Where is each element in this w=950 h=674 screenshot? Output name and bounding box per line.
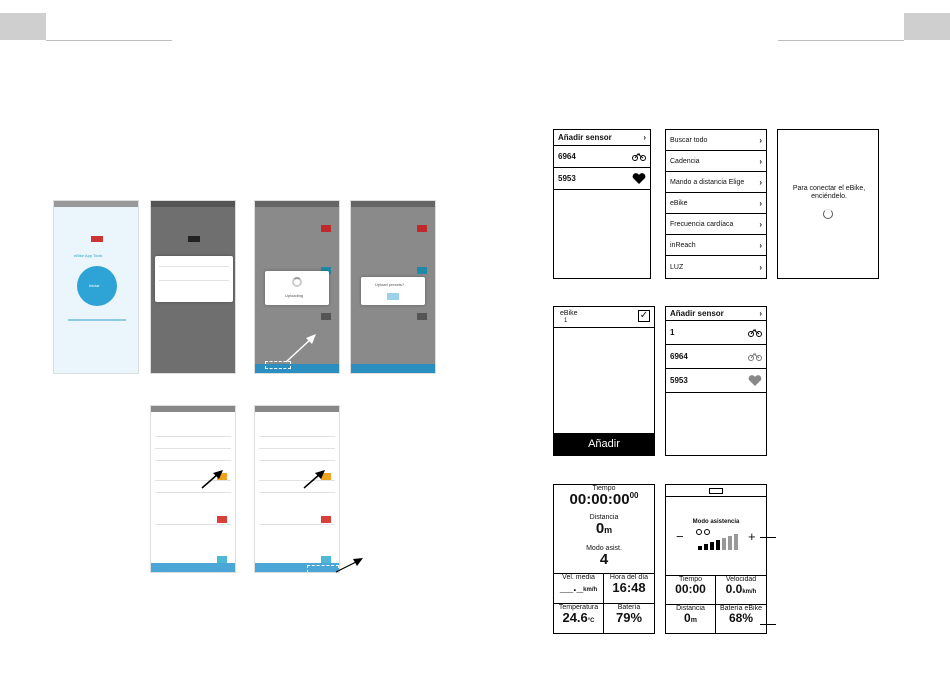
time-field: Tiempo $00:00:00^{00}$ bbox=[569, 485, 639, 508]
arrow-icon bbox=[282, 330, 322, 366]
sensor-type-item[interactable]: LUZ › bbox=[670, 262, 762, 272]
ebike-item-label: eBike bbox=[560, 310, 578, 317]
heart-icon bbox=[632, 173, 646, 185]
device-data-screen-1 bbox=[553, 484, 655, 634]
footer-bar bbox=[151, 563, 235, 572]
temperature-field: Temperatura 24.6°C bbox=[553, 603, 604, 634]
assist-field: Modo asist. 4 bbox=[586, 545, 622, 568]
checkbox-icon[interactable]: ✓ bbox=[639, 310, 649, 321]
sensor-type-item[interactable]: eBike › bbox=[666, 193, 766, 214]
speed-field: Velocidad 0.0km/h bbox=[715, 575, 767, 605]
phone-status-bar bbox=[151, 201, 235, 207]
assist-level-bar bbox=[734, 534, 738, 550]
phone-device-list bbox=[150, 200, 236, 374]
add-sensor-header[interactable]: Añadir sensor › bbox=[666, 307, 766, 321]
ebike-item-sub: 1 bbox=[564, 318, 568, 324]
phone-status-bar bbox=[255, 201, 339, 207]
color-swatch-teal[interactable] bbox=[321, 556, 331, 563]
color-swatch-teal[interactable] bbox=[417, 267, 427, 274]
uploading-label: Uploading bbox=[285, 293, 304, 298]
time-field: Tiempo 00:00 bbox=[665, 575, 716, 605]
app-logo bbox=[188, 236, 200, 242]
app-logo bbox=[91, 236, 103, 242]
phone-upload-presets bbox=[350, 200, 436, 374]
color-swatch-teal[interactable] bbox=[217, 556, 227, 563]
device-dialog bbox=[155, 256, 233, 302]
phone-status-bar bbox=[351, 201, 435, 207]
color-swatch-red[interactable] bbox=[217, 516, 227, 523]
clock-field: Hora del día 16:48 bbox=[603, 573, 655, 604]
bike-icon bbox=[748, 352, 762, 361]
device-sensor-types bbox=[665, 129, 767, 279]
assist-level-bar bbox=[716, 540, 720, 550]
battery-field: Batería 79% bbox=[603, 603, 655, 634]
uploading-dialog bbox=[265, 271, 329, 305]
callout-line bbox=[760, 624, 776, 625]
sensor-item-5953[interactable]: 5953 bbox=[666, 369, 766, 393]
status-bar bbox=[666, 485, 766, 497]
assist-level-bar bbox=[698, 546, 702, 550]
phone-status-bar bbox=[54, 201, 138, 207]
bike-icon bbox=[748, 328, 762, 337]
spinner-icon bbox=[823, 209, 833, 219]
assist-level-bar bbox=[710, 542, 714, 550]
device-add-sensor bbox=[553, 129, 651, 279]
heart-icon bbox=[748, 375, 762, 387]
assist-plus-button[interactable]: + bbox=[748, 529, 756, 544]
assist-level-bar bbox=[728, 536, 732, 550]
add-button[interactable]: Añadir bbox=[554, 433, 654, 455]
distance-field: Distancia 0m bbox=[665, 604, 716, 634]
add-sensor-header[interactable]: Añadir sensor › bbox=[554, 130, 650, 146]
phone-app-splash bbox=[53, 200, 139, 374]
color-swatch-grey[interactable] bbox=[417, 313, 427, 320]
distance-field: Distancia 0m bbox=[589, 514, 619, 537]
arrow-icon bbox=[302, 468, 328, 490]
upload-dialog bbox=[361, 277, 425, 305]
upload-question: Upload presets? bbox=[375, 282, 405, 287]
color-swatch-red[interactable] bbox=[417, 225, 427, 232]
color-swatch-grey[interactable] bbox=[321, 313, 331, 320]
assist-minus-button[interactable]: − bbox=[676, 529, 684, 544]
sensor-item-5953[interactable]: 5953 bbox=[554, 168, 650, 190]
assist-level-bar bbox=[722, 538, 726, 550]
sensor-type-item[interactable]: Mando a distancia Elige › bbox=[666, 172, 766, 193]
header-rule-left bbox=[46, 40, 172, 41]
device-ebike-select bbox=[553, 306, 655, 456]
upload-ok-button[interactable] bbox=[387, 293, 399, 300]
sensor-item-6964[interactable]: 6964 bbox=[666, 345, 766, 369]
page-tab-left bbox=[0, 13, 46, 40]
sensor-item-1[interactable]: 1 bbox=[666, 321, 766, 345]
device-add-sensor-2 bbox=[665, 306, 767, 456]
callout-line bbox=[760, 537, 776, 538]
app-title: eBike App Tools bbox=[74, 253, 103, 258]
page-tab-right bbox=[904, 13, 950, 40]
assist-level-bars bbox=[698, 534, 738, 550]
bike-icon bbox=[632, 152, 646, 161]
phone-status-bar bbox=[255, 406, 339, 412]
spinner-icon bbox=[292, 277, 302, 287]
avg-speed-field: Vel. media __._km/h bbox=[553, 573, 604, 604]
device-connect-message bbox=[777, 129, 879, 279]
device-data-screen-2 bbox=[665, 484, 767, 634]
header-rule-right bbox=[778, 40, 904, 41]
sensor-type-item[interactable]: Buscar todo › bbox=[666, 130, 766, 151]
sensor-type-item[interactable]: inReach › bbox=[666, 235, 766, 256]
footer-bar bbox=[351, 364, 435, 373]
sensor-item-6964[interactable]: 6964 bbox=[554, 146, 650, 168]
arrow-icon bbox=[334, 556, 364, 574]
connect-message: Para conectar el eBike, enciéndelo. bbox=[792, 185, 866, 201]
ebike-battery-field: Batería eBike 68% bbox=[715, 604, 767, 634]
color-swatch-red[interactable] bbox=[321, 225, 331, 232]
assist-title: Modo asistencia bbox=[692, 519, 740, 525]
battery-icon bbox=[709, 488, 723, 494]
assist-level-bar bbox=[704, 544, 708, 550]
phone-status-bar bbox=[151, 406, 235, 412]
sensor-type-item[interactable]: Cadencia › bbox=[666, 151, 766, 172]
connect-button[interactable]: Iniciar bbox=[77, 266, 117, 306]
arrow-icon bbox=[200, 468, 226, 490]
link-line[interactable] bbox=[68, 319, 126, 321]
color-swatch-red[interactable] bbox=[321, 516, 331, 523]
sensor-type-item[interactable]: Frecuencia cardíaca › bbox=[666, 214, 766, 235]
